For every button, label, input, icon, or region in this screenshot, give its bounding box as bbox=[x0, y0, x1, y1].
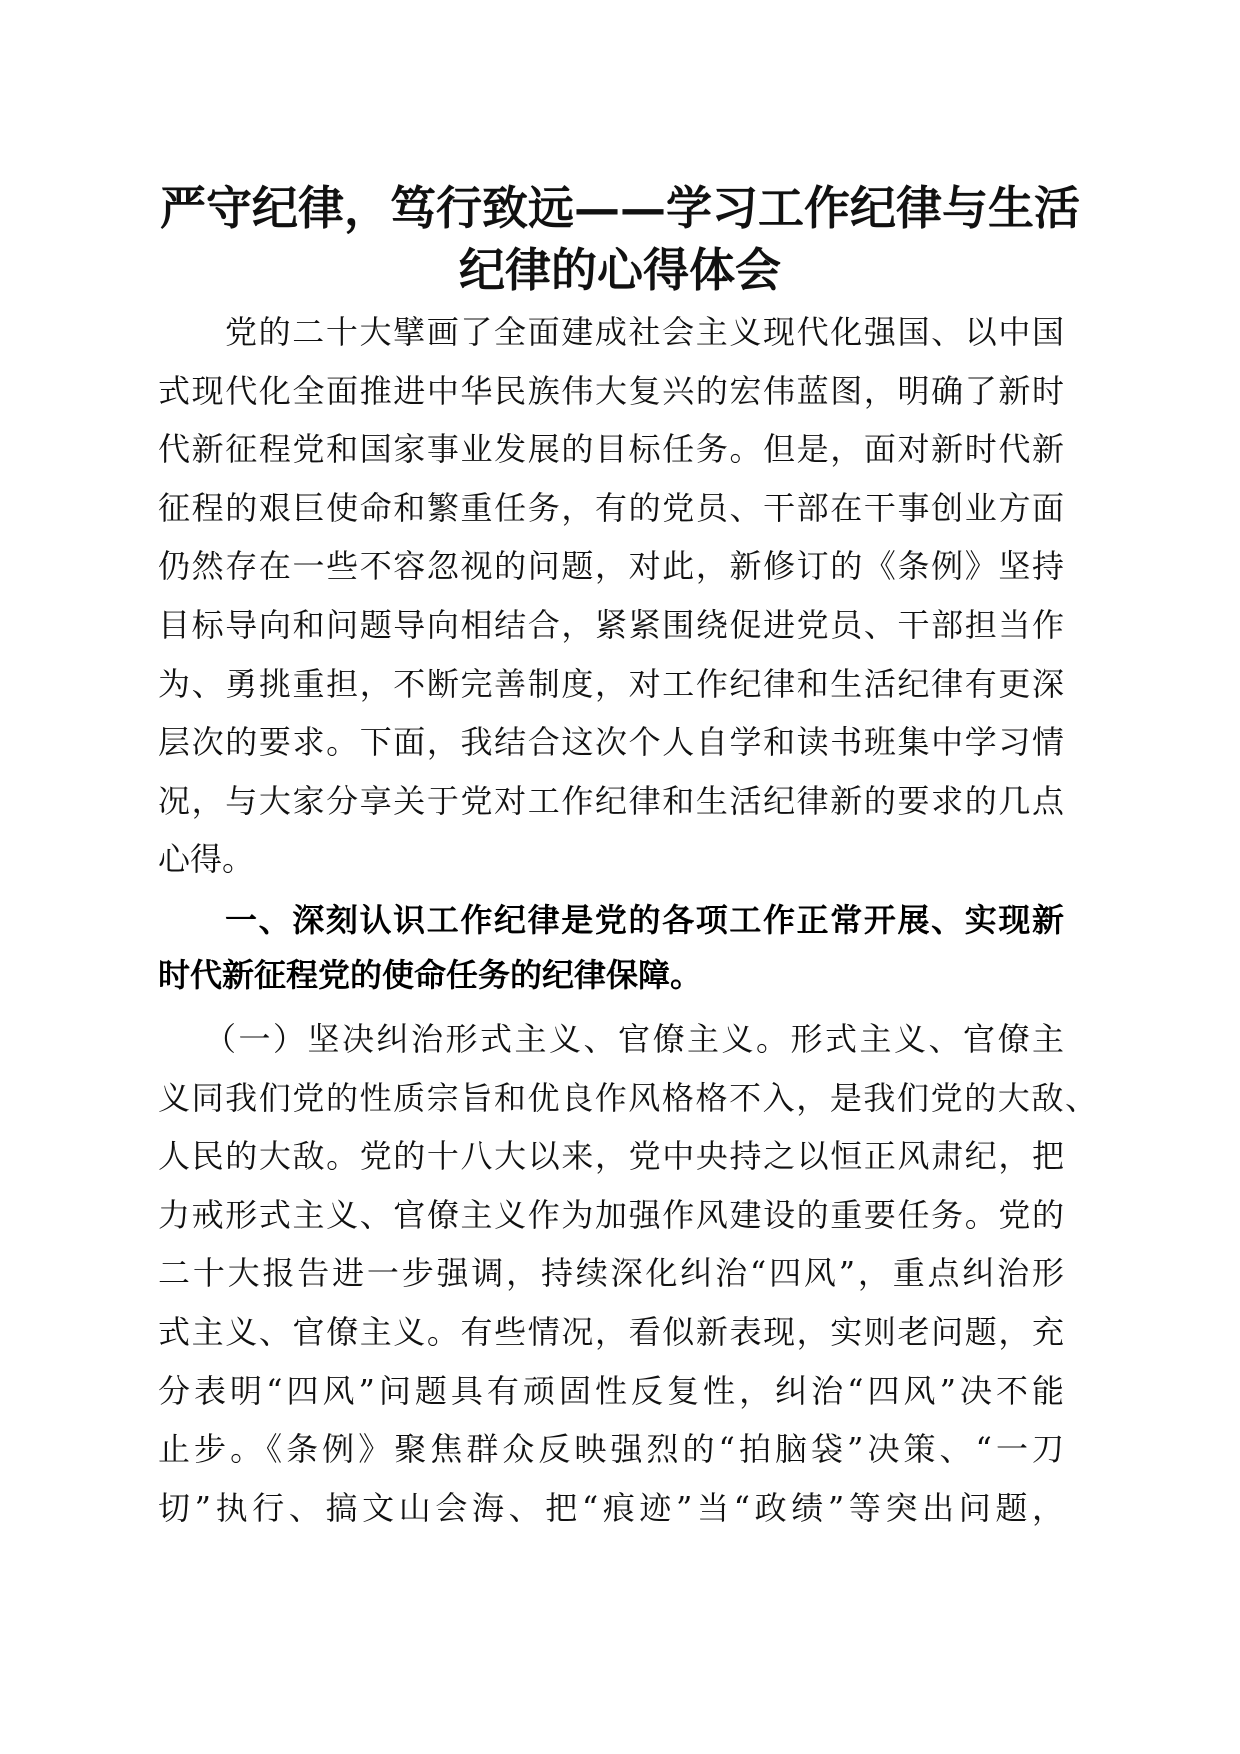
paragraph-line: 况，与大家分享关于党对工作纪律和生活纪律新的要求的几点 bbox=[158, 781, 1064, 820]
paragraph-line: 二十大报告进一步强调，持续深化纠治“四风”，重点纠治形 bbox=[158, 1254, 1064, 1293]
paragraph-line: 止步。《条例》聚焦群众反映强烈的“拍脑袋”决策、“一刀 bbox=[158, 1430, 1064, 1469]
paragraph-line: （一）坚决纠治形式主义、官僚主义。形式主义、官僚主 bbox=[204, 1020, 1064, 1058]
section-heading bbox=[158, 893, 1064, 1003]
paragraph-line: 目标导向和问题导向相结合，紧紧围绕促进党员、干部担当作 bbox=[158, 605, 1064, 644]
paragraph-line: 为、勇挑重担，不断完善制度，对工作纪律和生活纪律有更深 bbox=[158, 664, 1064, 703]
intro-paragraph bbox=[158, 303, 1064, 889]
paragraph-line: 征程的艰巨使命和繁重任务，有的党员、干部在干事创业方面 bbox=[158, 488, 1064, 527]
paragraph-line: 仍然存在一些不容忽视的问题，对此，新修订的《条例》坚持 bbox=[158, 547, 1064, 586]
paragraph-line: 切”执行、搞文山会海、把“痕迹”当“政绩”等突出问题， bbox=[158, 1488, 1064, 1527]
section-heading-line: 时代新征程党的使命任务的纪律保障。 bbox=[158, 956, 703, 994]
paragraph-line: 分表明“四风”问题具有顽固性反复性，纠治“四风”决不能 bbox=[158, 1371, 1064, 1410]
paragraph-line: 力戒形式主义、官僚主义作为加强作风建设的重要任务。党的 bbox=[158, 1195, 1064, 1234]
paragraph-line: 人民的大敌。党的十八大以来，党中央持之以恒正风肃纪，把 bbox=[158, 1137, 1064, 1176]
title-line: 严守纪律，笃行致远——学习工作纪律与生活 bbox=[160, 181, 1080, 235]
section-heading-line: 一、深刻认识工作纪律是党的各项工作正常开展、实现新 bbox=[225, 901, 1064, 939]
paragraph-line: 心得。 bbox=[158, 840, 255, 879]
paragraph-line: 层次的要求。下面，我结合这次个人自学和读书班集中学习情 bbox=[158, 723, 1064, 762]
paragraph-line: 式现代化全面推进中华民族伟大复兴的宏伟蓝图，明确了新时 bbox=[158, 371, 1064, 410]
paragraph-line: 式主义、官僚主义。有些情况，看似新表现，实则老问题，充 bbox=[158, 1312, 1064, 1351]
title-line: 纪律的心得体会 bbox=[459, 243, 781, 297]
paragraph-line: 代新征程党和国家事业发展的目标任务。但是，面对新时代新 bbox=[158, 430, 1064, 469]
subsection-paragraph bbox=[158, 1010, 1097, 1537]
paragraph-line: 义同我们党的性质宗旨和优良作风格格不入，是我们党的大敌、 bbox=[158, 1078, 1097, 1117]
paragraph-line: 党的二十大擘画了全面建成社会主义现代化强国、以中国 bbox=[225, 313, 1064, 351]
document-title bbox=[0, 177, 1240, 301]
